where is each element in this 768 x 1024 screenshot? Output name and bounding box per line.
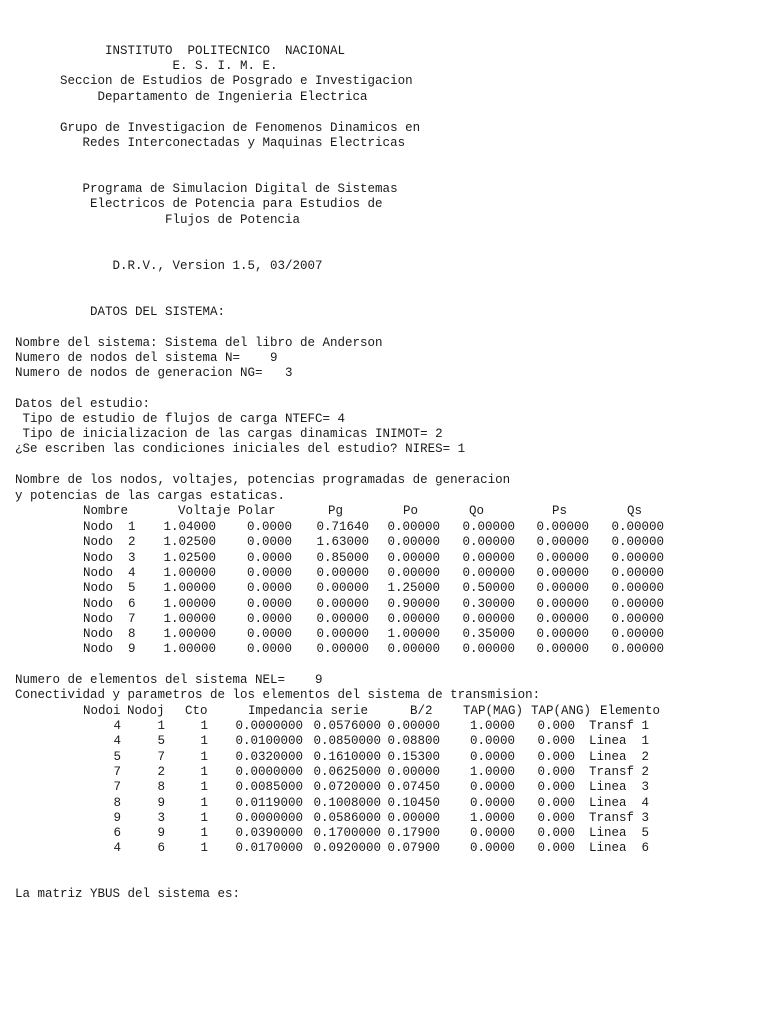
table-row	[0, 826, 768, 841]
table-cell: 5	[113, 749, 121, 764]
table-cell: 1.00000	[163, 627, 216, 642]
table-cell: 0.00000	[536, 642, 589, 657]
table-cell: 8	[113, 795, 121, 810]
table-cell: 0.00000	[387, 535, 440, 550]
table-cell: 0.0085000	[235, 780, 303, 795]
table-cell: 4	[113, 841, 121, 856]
column-header: Nodoi	[83, 704, 121, 718]
table-cell: 0.00000	[387, 719, 440, 733]
table-cell: 0.00000	[387, 810, 440, 825]
column-header: Po	[403, 504, 419, 518]
table-cell: 0.00000	[387, 764, 440, 779]
table-cell: 0.0000	[469, 780, 515, 795]
study-type: Tipo de estudio de flujos de carga NTEFC= 4	[0, 412, 346, 426]
table-cell: 1.00000	[163, 596, 216, 611]
table-cell: 0.00000	[536, 565, 589, 580]
table-cell: 0.000	[537, 826, 575, 841]
table-cell: 0.0586000	[313, 810, 381, 825]
table-cell: 0.0100000	[235, 734, 303, 749]
program-title-line3: Flujos de Potencia	[0, 213, 301, 227]
generator-count: Numero de nodos de generacion NG= 3	[0, 366, 293, 380]
table-cell: 0.00000	[387, 642, 440, 657]
table-cell: 0.00000	[611, 611, 664, 626]
school-name: E. S. I. M. E.	[0, 59, 278, 73]
column-header: Pg	[328, 504, 344, 518]
table-cell: 0.00000	[536, 627, 589, 642]
table-cell: 1	[200, 795, 208, 810]
table-cell: 0.000	[537, 810, 575, 825]
table-cell: 0.0000	[246, 627, 292, 642]
table-cell: 0.0850000	[313, 734, 381, 749]
table-cell: 0.1700000	[313, 826, 381, 841]
table-cell: 0.00000	[611, 627, 664, 642]
table-cell: 0.30000	[462, 596, 515, 611]
table-cell: 0.0119000	[235, 795, 303, 810]
table-cell: 0.0000	[469, 734, 515, 749]
table-row	[0, 642, 768, 657]
column-header: Nodoj	[127, 704, 165, 718]
table-cell: 0.00000	[387, 550, 440, 565]
table-cell: 0.0000	[246, 611, 292, 626]
table-cell: 0.0000	[469, 826, 515, 841]
table-cell: 5	[157, 734, 165, 749]
table-cell: 0.10450	[387, 795, 440, 810]
table-cell: 1.00000	[387, 627, 440, 642]
table-cell: Nodo 5	[83, 581, 136, 596]
table-cell: 0.00000	[316, 565, 369, 580]
nodes-description-line1: Nombre de los nodos, voltajes, potencias programadas de generacion	[0, 473, 511, 487]
table-cell: 0.00000	[462, 565, 515, 580]
column-header: Nombre	[83, 504, 129, 518]
column-header: Elemento	[600, 704, 661, 718]
table-cell: 0.0000000	[235, 764, 303, 779]
table-cell: 0.00000	[536, 596, 589, 611]
table-cell: 0.00000	[387, 565, 440, 580]
table-row	[0, 796, 768, 811]
table-cell: 0.0000	[246, 642, 292, 657]
table-cell: Linea 6	[589, 841, 650, 856]
column-header: Cto	[185, 704, 208, 718]
table-cell: 9	[157, 795, 165, 810]
column-header: Impedancia serie	[248, 704, 369, 718]
table-cell: 8	[157, 780, 165, 795]
table-cell: 0.000	[537, 795, 575, 810]
table-cell: Linea 3	[589, 780, 650, 795]
table-cell: 1	[200, 749, 208, 764]
table-cell: 0.35000	[462, 627, 515, 642]
table-cell: 0.07900	[387, 841, 440, 856]
table-cell: 1	[157, 719, 165, 733]
table-cell: Linea 5	[589, 826, 650, 841]
table-cell: 1	[200, 764, 208, 779]
table-cell: 0.00000	[536, 611, 589, 626]
research-group-line1: Grupo de Investigacion de Fenomenos Dinamicos en	[0, 121, 421, 135]
table-cell: 0.00000	[316, 596, 369, 611]
table-row	[0, 551, 768, 566]
table-cell: 0.00000	[536, 520, 589, 534]
column-header: Voltaje	[178, 504, 231, 518]
table-row	[0, 750, 768, 765]
research-group-line2: Redes Interconectadas y Maquinas Electricas	[0, 136, 406, 150]
table-cell: Nodo 7	[83, 611, 136, 626]
table-cell: 0.00000	[536, 550, 589, 565]
table-row	[0, 535, 768, 550]
table-cell: 0.0000	[246, 535, 292, 550]
table-cell: 0.71640	[316, 520, 369, 534]
table-cell: 0.0000	[469, 841, 515, 856]
table-cell: Linea 4	[589, 795, 650, 810]
column-header: TAP(ANG)	[531, 704, 592, 718]
table-cell: 1.0000	[469, 810, 515, 825]
table-cell: 9	[113, 810, 121, 825]
program-title-line1: Programa de Simulacion Digital de Sistemas	[0, 182, 398, 196]
table-cell: 1.02500	[163, 550, 216, 565]
table-cell: 1.25000	[387, 581, 440, 596]
init-type: Tipo de inicializacion de las cargas dinamicas INIMOT= 2	[0, 427, 443, 441]
column-header: Qo	[469, 504, 485, 518]
table-row	[0, 566, 768, 581]
table-cell: 0.00000	[387, 611, 440, 626]
table-row	[0, 719, 768, 734]
table-cell: 0.00000	[611, 520, 664, 534]
table-cell: 1.00000	[163, 611, 216, 626]
table-cell: 1.04000	[163, 520, 216, 534]
table-cell: 0.0000000	[235, 810, 303, 825]
table-cell: 0.00000	[316, 627, 369, 642]
table-cell: 2	[157, 764, 165, 779]
table-cell: 0.00000	[462, 642, 515, 657]
study-heading: Datos del estudio:	[0, 397, 151, 411]
table-cell: 0.1008000	[313, 795, 381, 810]
ybus-heading: La matriz YBUS del sistema es:	[0, 887, 241, 901]
table-cell: 7	[113, 780, 121, 795]
table-row	[0, 520, 768, 535]
table-cell: Transf 2	[589, 764, 650, 779]
table-cell: Transf 3	[589, 810, 650, 825]
table-cell: 0.00000	[611, 535, 664, 550]
table-cell: 0.0170000	[235, 841, 303, 856]
table-cell: Nodo 6	[83, 596, 136, 611]
table-cell: Transf 1	[589, 719, 650, 733]
table-cell: 1.63000	[316, 535, 369, 550]
table-cell: 0.15300	[387, 749, 440, 764]
table-cell: 1.02500	[163, 535, 216, 550]
table-cell: 0.0000	[469, 749, 515, 764]
nodes-header-row	[0, 504, 768, 519]
table-cell: 1.00000	[163, 581, 216, 596]
table-cell: 4	[113, 719, 121, 733]
table-cell: 0.00000	[462, 535, 515, 550]
table-cell: 0.00000	[536, 535, 589, 550]
table-cell: 0.0320000	[235, 749, 303, 764]
table-cell: 0.0000	[246, 565, 292, 580]
table-cell: Linea 1	[589, 734, 650, 749]
table-row	[0, 734, 768, 749]
table-cell: 0.1610000	[313, 749, 381, 764]
table-row	[0, 811, 768, 826]
table-cell: 0.000	[537, 764, 575, 779]
department-name: Departamento de Ingenieria Electrica	[0, 90, 368, 104]
table-cell: Nodo 3	[83, 550, 136, 565]
elements-description: Conectividad y parametros de los elementos del sistema de transmision:	[0, 688, 541, 702]
table-cell: 0.00000	[611, 565, 664, 580]
table-cell: 0.00000	[316, 611, 369, 626]
table-row	[0, 612, 768, 627]
version-line: D.R.V., Version 1.5, 03/2007	[0, 259, 323, 273]
system-name: Nombre del sistema: Sistema del libro de Anderson	[0, 336, 383, 350]
program-title-line2: Electricos de Potencia para Estudios de	[0, 197, 383, 211]
table-cell: 0.000	[537, 841, 575, 856]
section-heading: DATOS DEL SISTEMA:	[0, 305, 226, 319]
table-cell: 1	[200, 810, 208, 825]
table-cell: Linea 2	[589, 749, 650, 764]
table-cell: 0.00000	[316, 642, 369, 657]
table-cell: 0.0000	[469, 795, 515, 810]
table-cell: Nodo 2	[83, 535, 136, 550]
table-cell: 1.00000	[163, 565, 216, 580]
table-cell: 0.90000	[387, 596, 440, 611]
table-cell: 0.000	[537, 734, 575, 749]
table-cell: Nodo 4	[83, 565, 136, 580]
table-cell: 1	[200, 734, 208, 749]
table-cell: Nodo 9	[83, 642, 136, 657]
table-cell: 1	[200, 841, 208, 856]
table-cell: 3	[157, 810, 165, 825]
table-row	[0, 780, 768, 795]
table-cell: 0.0625000	[313, 764, 381, 779]
table-cell: 1	[200, 780, 208, 795]
table-cell: 1.0000	[469, 719, 515, 733]
table-cell: 0.000	[537, 749, 575, 764]
column-header: Polar	[238, 504, 276, 518]
table-row	[0, 597, 768, 612]
table-cell: 6	[113, 826, 121, 841]
element-count: Numero de elementos del sistema NEL= 9	[0, 673, 323, 687]
table-cell: 4	[113, 734, 121, 749]
institution-name: INSTITUTO POLITECNICO NACIONAL	[0, 44, 346, 58]
table-cell: 1	[200, 719, 208, 733]
table-row	[0, 765, 768, 780]
table-cell: 7	[113, 764, 121, 779]
table-cell: 0.0000	[246, 581, 292, 596]
table-cell: 0.50000	[462, 581, 515, 596]
table-cell: 0.0720000	[313, 780, 381, 795]
section-name: Seccion de Estudios de Posgrado e Investigacion	[0, 74, 413, 88]
column-header: Ps	[552, 504, 568, 518]
node-count: Numero de nodos del sistema N= 9	[0, 351, 278, 365]
table-cell: 0.00000	[462, 520, 515, 534]
table-cell: 0.17900	[387, 826, 440, 841]
table-cell: Nodo 1	[83, 520, 136, 534]
column-header: Qs	[627, 504, 643, 518]
nodes-description-line2: y potencias de las cargas estaticas.	[0, 489, 286, 503]
table-cell: 0.0000	[246, 520, 292, 534]
table-cell: 7	[157, 749, 165, 764]
write-conditions: ¿Se escriben las condiciones iniciales del estudio? NIRES= 1	[0, 442, 466, 456]
table-cell: 1.00000	[163, 642, 216, 657]
table-cell: 0.00000	[611, 550, 664, 565]
table-cell: 9	[157, 826, 165, 841]
table-cell: 0.00000	[462, 611, 515, 626]
table-row	[0, 581, 768, 596]
table-cell: 0.00000	[536, 581, 589, 596]
table-cell: 1	[200, 826, 208, 841]
table-cell: 0.000	[537, 719, 575, 733]
table-cell: 0.00000	[387, 520, 440, 534]
table-cell: 0.00000	[611, 596, 664, 611]
table-cell: 0.0920000	[313, 841, 381, 856]
table-cell: 0.0390000	[235, 826, 303, 841]
column-header: B/2	[410, 704, 433, 718]
table-cell: 0.00000	[316, 581, 369, 596]
table-cell: 0.85000	[316, 550, 369, 565]
table-cell: Nodo 8	[83, 627, 136, 642]
elements-header-row	[0, 704, 768, 719]
column-header: TAP(MAG)	[463, 704, 524, 718]
table-cell: 0.0000	[246, 596, 292, 611]
table-cell: 0.000	[537, 780, 575, 795]
table-cell: 0.0576000	[313, 719, 381, 733]
table-cell: 0.00000	[462, 550, 515, 565]
table-row	[0, 841, 768, 856]
table-cell: 0.0000	[246, 550, 292, 565]
table-cell: 0.0000000	[235, 719, 303, 733]
table-cell: 6	[157, 841, 165, 856]
table-cell: 0.08800	[387, 734, 440, 749]
table-cell: 0.07450	[387, 780, 440, 795]
table-cell: 1.0000	[469, 764, 515, 779]
table-row	[0, 627, 768, 642]
table-cell: 0.00000	[611, 581, 664, 596]
table-cell: 0.00000	[611, 642, 664, 657]
